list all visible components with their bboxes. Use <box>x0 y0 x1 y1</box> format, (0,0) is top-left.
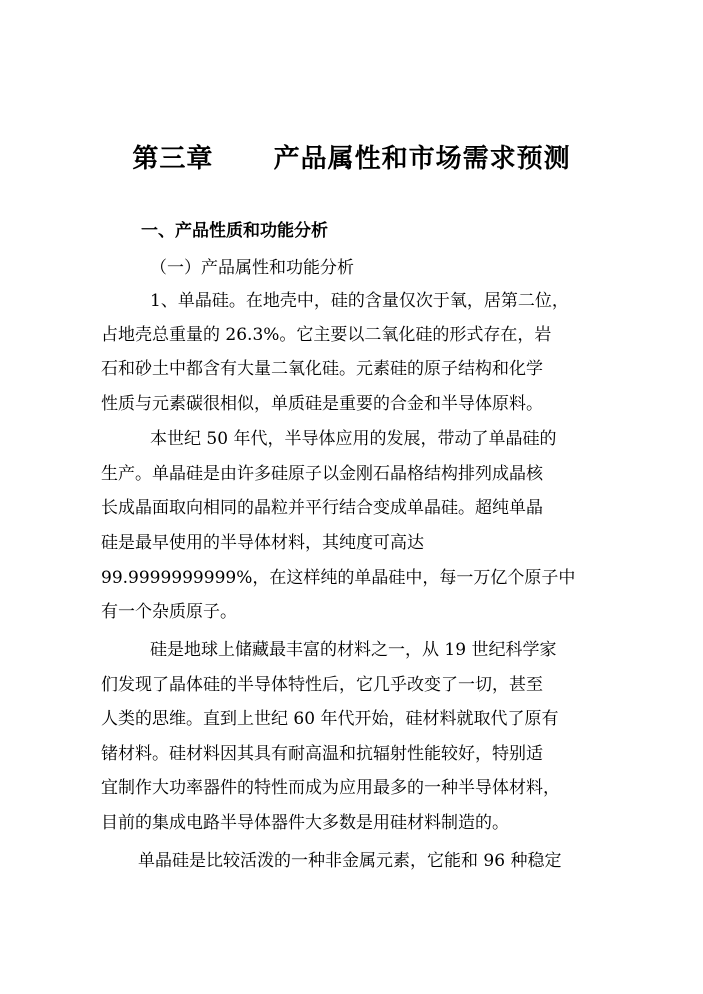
paragraph-3-line-3: 人类的思维。直到上世纪 60 年代开始，硅材料就取代了原有 <box>101 709 559 729</box>
chapter-name: 产品属性和市场需求预测 <box>273 144 571 174</box>
paragraph-2-line-6: 有一个杂质原子。 <box>101 602 237 622</box>
chapter-title <box>0 138 703 175</box>
paragraph-4-line-1: 单晶硅是比较活泼的一种非金属元素，它能和 96 种稳定 <box>138 851 562 871</box>
paragraph-2-line-2: 生产。单晶硅是由许多硅原子以金刚石晶格结构排列成晶核 <box>101 464 543 484</box>
subsection-heading: （一）产品属性和功能分析 <box>150 258 354 278</box>
paragraph-3-line-1: 硅是地球上储藏最丰富的材料之一，从 19 世纪科学家 <box>150 640 557 660</box>
paragraph-2-line-4: 硅是最早使用的半导体材料，其纯度可高达 <box>101 533 424 553</box>
paragraph-1-line-4: 性质与元素碳很相似，单质硅是重要的合金和半导体原料。 <box>101 394 543 414</box>
paragraph-3-line-6: 目前的集成电路半导体器件大多数是用硅材料制造的。 <box>101 813 509 833</box>
paragraph-2-line-5: 99.9999999999%，在这样纯的单晶硅中，每一万亿个原子中 <box>101 568 576 588</box>
paragraph-2-line-1: 本世纪 50 年代，半导体应用的发展，带动了单晶硅的 <box>150 429 557 449</box>
paragraph-3-line-5: 宜制作大功率器件的特性而成为应用最多的一种半导体材料， <box>101 778 560 798</box>
paragraph-1-line-1: 1、单晶硅。在地壳中，硅的含量仅次于氧，居第二位， <box>150 291 569 311</box>
paragraph-2-line-3: 长成晶面取向相同的晶粒并平行结合变成单晶硅。超纯单晶 <box>101 498 543 518</box>
section-heading: 一、产品性质和功能分析 <box>141 221 328 241</box>
paragraph-1-line-3: 石和砂土中都含有大量二氧化硅。元素硅的原子结构和化学 <box>101 359 543 379</box>
paragraph-3-line-4: 锗材料。硅材料因其具有耐高温和抗辐射性能较好，特别适 <box>101 744 543 764</box>
paragraph-3-line-2: 们发现了晶体硅的半导体特性后，它几乎改变了一切，甚至 <box>101 675 543 695</box>
paragraph-1-line-2: 占地壳总重量的 26.3%。它主要以二氧化硅的形式存在，岩 <box>101 325 552 345</box>
chapter-number: 第三章 <box>132 144 214 174</box>
